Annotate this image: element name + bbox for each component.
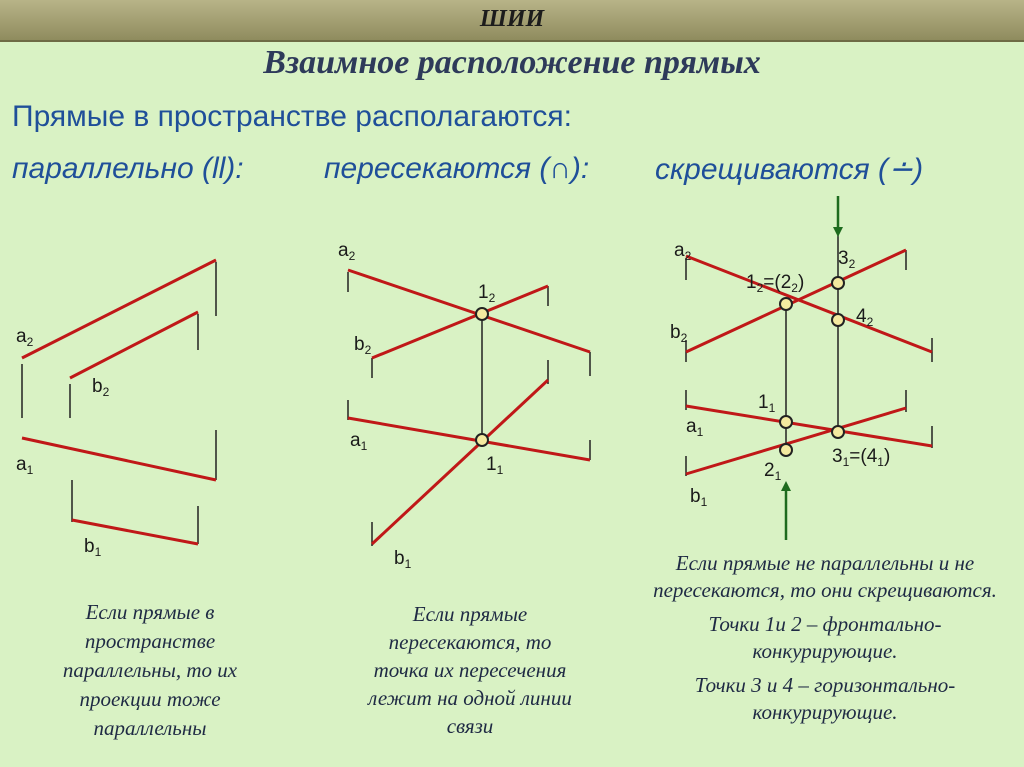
label-point-1-2: $1_2$ (478, 282, 496, 305)
point-1-2 (476, 308, 488, 320)
caption-line: параллельны (93, 716, 207, 740)
point-1-1 (476, 434, 488, 446)
label-b1: $b_1$ (690, 486, 708, 509)
diagram-skew (670, 196, 932, 540)
label-a2: $a_2$ (338, 240, 356, 263)
point-1-2 (780, 298, 792, 310)
label-b2: $b_2$ (92, 376, 110, 399)
relation-suffix: : (235, 152, 244, 185)
caption-line: пересекаются, то (388, 630, 552, 654)
line-b2 (372, 286, 548, 358)
label-a2: $a_2$ (674, 240, 692, 263)
slide-subtitle: Прямые в пространстве располагаются: (12, 100, 572, 133)
point-3-1 (832, 426, 844, 438)
relation-suffix: : (580, 152, 590, 185)
caption-line: проекции тоже (79, 687, 221, 711)
label-point-4-2: $4_2$ (856, 306, 874, 329)
caption-line: пространстве (84, 629, 216, 653)
caption-line: Если прямые в (85, 600, 215, 624)
caption-skew (640, 550, 1010, 733)
caption-line: связи (446, 714, 494, 738)
label-b1: $b_1$ (84, 536, 102, 559)
label-point-3-2: $3_2$ (838, 248, 856, 271)
label-b2: $b_2$ (670, 322, 688, 345)
line-b2 (70, 312, 198, 378)
label-point-1-1: $1_1$ (486, 454, 504, 477)
tick-marks (686, 250, 932, 476)
caption-line: параллельны, то их (62, 658, 238, 682)
caption-line: Если прямые (412, 602, 528, 626)
tick-marks (348, 272, 590, 546)
label-b2: $b_2$ (354, 334, 372, 357)
label-point-2-1: $2_1$ (764, 460, 782, 483)
relation-name: пересекаются (324, 152, 531, 185)
diagram-intersect (338, 240, 590, 571)
slide-title: Взаимное расположение прямых (263, 44, 761, 81)
relation-name: скрещиваются (655, 153, 870, 186)
point-3-2 (832, 277, 844, 289)
relation-name: параллельно (12, 152, 194, 185)
label-a2: $a_2$ (16, 326, 34, 349)
relation-symbol: (∩) (539, 152, 581, 185)
line-a1 (22, 438, 216, 480)
caption-line: точка их пересечения (373, 658, 567, 682)
label-b1: $b_1$ (394, 548, 412, 571)
relation-symbol: (∸) (878, 153, 924, 186)
point-2-1 (780, 444, 792, 456)
caption-paragraph: Если прямые не параллельны и не пересекаются, то они скрещиваются. (653, 551, 997, 602)
caption-intersect (335, 600, 605, 740)
relation-symbol: (ll) (201, 152, 236, 185)
line-b2 (686, 250, 906, 352)
caption-paragraph: Точки 1и 2 – фронтально-конкурирующие. (708, 612, 942, 663)
caption-parallel (30, 598, 270, 743)
point-4-2 (832, 314, 844, 326)
label-a1: $a_1$ (686, 416, 704, 439)
line-a2 (22, 260, 216, 358)
label-point-3-1-4-1: $3_1=(4_1)$ (832, 446, 891, 469)
label-point-1-2-2-2: $1_2=(2_2)$ (746, 272, 805, 295)
line-a2 (686, 256, 932, 352)
label-a1: $a_1$ (16, 454, 34, 477)
caption-paragraph: Точки 3 и 4 – горизонтально-конкурирующие. (694, 673, 956, 724)
caption-line: лежит на одной линии (368, 686, 572, 710)
line-b1 (372, 380, 548, 544)
point-1-1 (780, 416, 792, 428)
label-a1: $a_1$ (350, 430, 368, 453)
label-point-1-1: $1_1$ (758, 392, 776, 415)
header-label: ШИИ (479, 6, 545, 32)
line-a2 (348, 270, 590, 352)
diagram-parallel (16, 260, 216, 559)
tick-marks (22, 262, 216, 544)
